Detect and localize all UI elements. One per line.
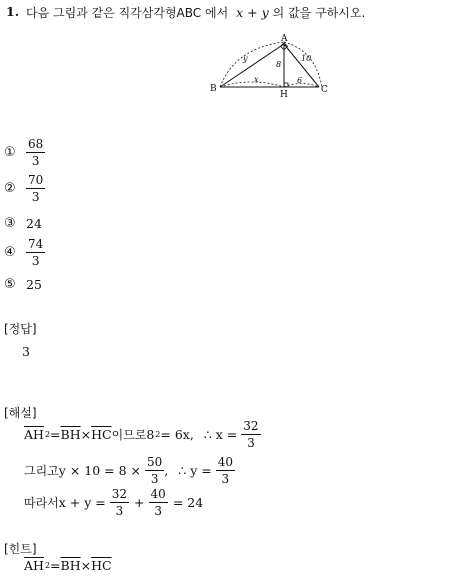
- segment-hc: $\overline{HC}$: [91, 558, 112, 573]
- segment-hc: $\overline{HC}$: [91, 427, 112, 442]
- choice-4[interactable]: [4, 238, 45, 267]
- choice-2[interactable]: [4, 174, 45, 203]
- choice-fraction: $\frac{68}{3}$: [28, 137, 44, 168]
- choice-mark: ⑤: [4, 277, 16, 292]
- choice-3[interactable]: [4, 216, 42, 231]
- edge-label-bh: x: [254, 75, 259, 84]
- question-number: 1.: [6, 4, 20, 19]
- fraction: $\frac{32}{3}$: [243, 419, 259, 450]
- choice-1[interactable]: [4, 138, 45, 167]
- explanation-line-2: 그리고 y × 10 = 8 × $\frac{50}{3}$ , ∴ y = $\frac{40}{3}$: [24, 455, 233, 486]
- choice-5[interactable]: [4, 277, 42, 292]
- choice-mark: ②: [4, 181, 16, 196]
- var-y: y: [261, 5, 269, 20]
- choice-fraction: $\frac{70}{3}$: [28, 173, 44, 204]
- hint-label: [힌트]: [4, 542, 37, 556]
- triangle-figure: [205, 30, 335, 100]
- question-text-before: 다음 그림과 같은 직각삼각형ABC 에서: [26, 6, 229, 20]
- choice-mark: ①: [4, 145, 16, 160]
- segment-ah: $\overline{AH}$: [24, 427, 44, 442]
- choice-fraction: $\frac{74}{3}$: [28, 237, 44, 268]
- choice-mark: ④: [4, 245, 16, 260]
- fraction: $\frac{32}{3}$: [111, 487, 128, 518]
- question-text: [26, 4, 365, 21]
- arc-bh: [220, 82, 284, 87]
- edge-ab: [220, 44, 284, 87]
- fraction: $\frac{40}{3}$: [150, 487, 166, 518]
- explanation-line-3: 따라서 x + y = $\frac{32}{3}$ + $\frac{40}{3}$ = 24: [24, 487, 204, 518]
- choice-value: 24: [26, 216, 42, 231]
- hint-line: $\overline{AH}$ 2 = $\overline{BH}$ × $\overline{HC}$: [24, 558, 112, 573]
- explanation-line-1: $\overline{AH}$ 2 = $\overline{BH}$ × $\overline{HC}$ 이므로 8 2 = 6x, ∴ x = $\frac{32}{3}$: [24, 419, 259, 450]
- segment-bh: $\overline{BH}$: [60, 427, 81, 442]
- vertex-a: A: [281, 34, 288, 44]
- choice-value: 25: [26, 277, 42, 292]
- vertex-b: B: [210, 84, 217, 94]
- explanation-label: [해설]: [4, 406, 37, 420]
- fraction: $\frac{40}{3}$: [217, 455, 233, 486]
- edge-label-hc: 6: [297, 76, 303, 85]
- edge-label-ac: 10: [301, 54, 312, 63]
- plus-sign: +: [243, 5, 262, 20]
- answer-label: [정답]: [4, 322, 37, 336]
- choice-mark: ③: [4, 216, 16, 231]
- edge-label-ah: 8: [276, 60, 282, 69]
- arc-ac: [284, 42, 322, 87]
- fraction: $\frac{50}{3}$: [147, 455, 163, 486]
- answer-value: 3: [22, 344, 30, 359]
- vertex-h: H: [280, 90, 288, 100]
- vertex-c: C: [321, 85, 328, 95]
- var-x: x: [236, 5, 244, 20]
- segment-bh: $\overline{BH}$: [60, 558, 81, 573]
- question-text-after: 의 값을 구하시오.: [272, 6, 366, 20]
- edge-label-ab: y: [243, 54, 248, 63]
- segment-ah: $\overline{AH}$: [24, 558, 44, 573]
